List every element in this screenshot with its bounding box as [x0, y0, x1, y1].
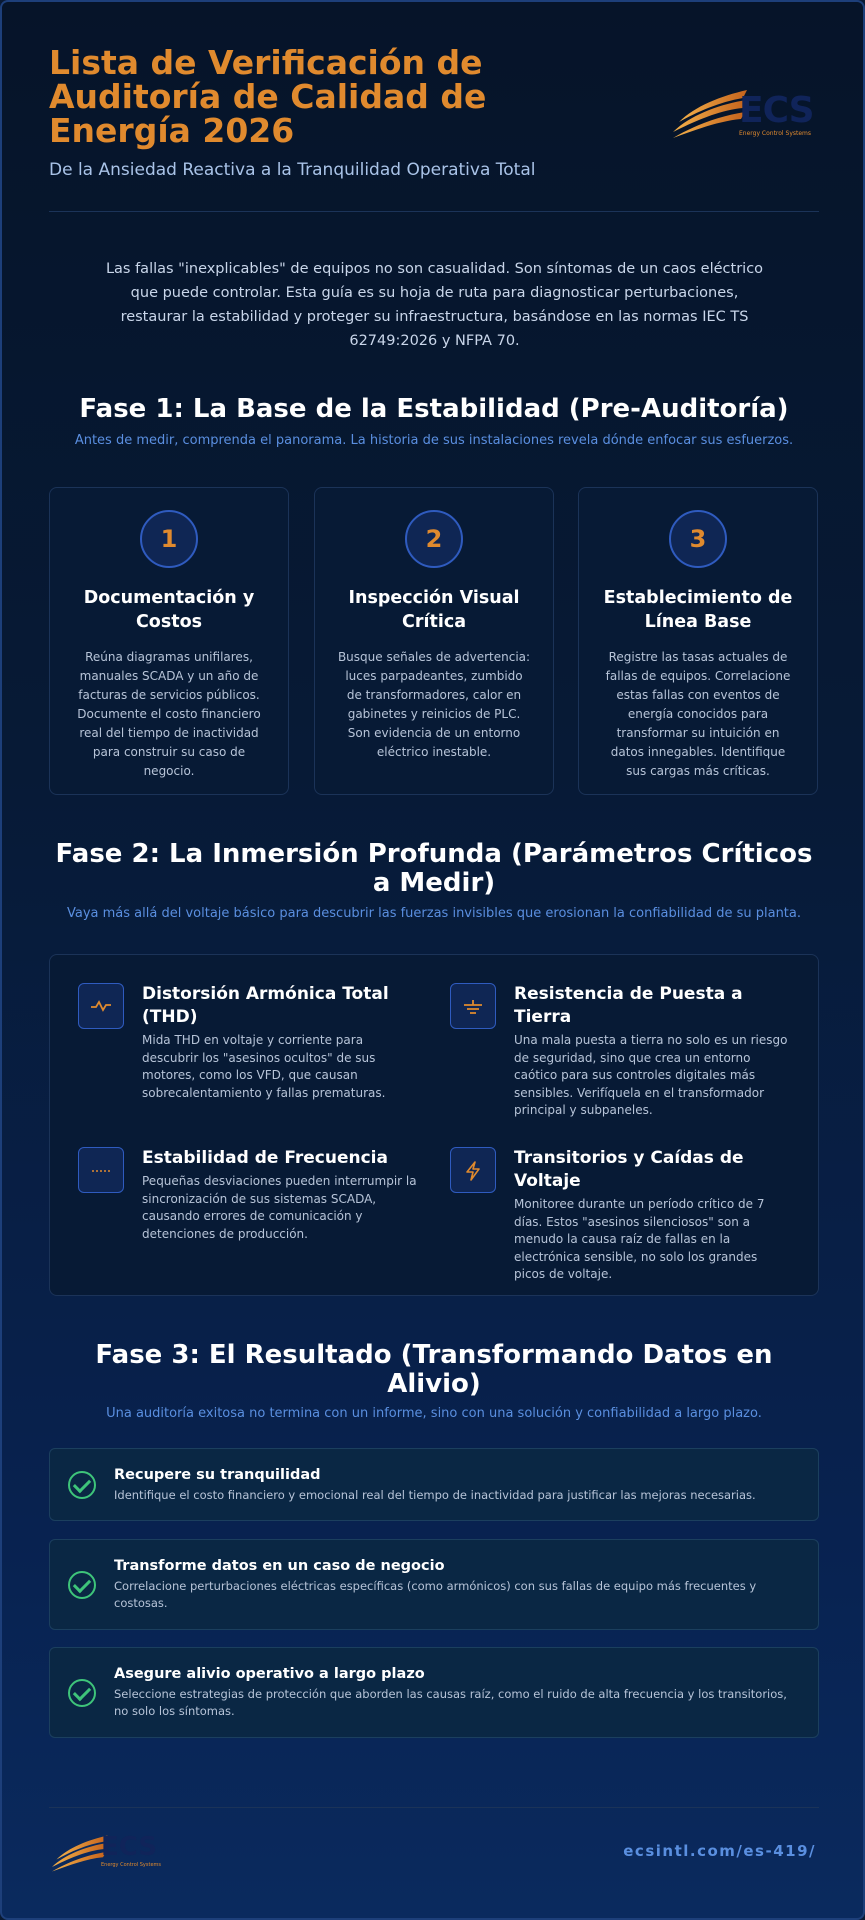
footer-divider [49, 1807, 819, 1808]
step-number: 2 [405, 510, 463, 568]
phase1-subtitle: Antes de medir, comprenda el panorama. La historia de sus instalaciones revela dónde enfocar sus esfuerzos. [74, 433, 794, 448]
param-transients [450, 1147, 790, 1284]
param-title: Transitorios y Caídas de Voltaje [514, 1148, 744, 1191]
result-item-2 [49, 1539, 819, 1630]
lightning-icon [450, 1147, 496, 1193]
frequency-icon [78, 1147, 124, 1193]
footer-url-link[interactable]: ecsintl.com/es-419/ [623, 1842, 816, 1860]
result-body: Seleccione estrategias de protección que aborden las causas raíz, como el ruido de alta frecuencia y los transitorios, no solo los síntomas. [114, 1687, 787, 1718]
checkmark-icon [68, 1571, 96, 1599]
result-item-1 [49, 1448, 819, 1521]
card-title: Inspección Visual Crítica [348, 588, 520, 632]
result-item-3 [49, 1647, 819, 1738]
param-body: Monitoree durante un período crítico de 7 días. Estos "asesinos silenciosos" son a menudo la causa raíz de fallas en la electrónica sensible, no solo los grandes picos de voltaje. [514, 1197, 765, 1281]
phase1-card-3 [578, 487, 818, 795]
param-thd [78, 983, 418, 1102]
parameters-panel [49, 954, 819, 1296]
param-body: Mida THD en voltaje y corriente para descubrir los "asesinos ocultos" de sus motores, como los VFD, que causan sobrecalentamiento y fallas prematuras. [142, 1033, 386, 1100]
intro-text: Las fallas "inexplicables" de equipos no son casualidad. Son síntomas de un caos eléctrico que puede controlar. Esta guía es su hoja de ruta para diagnosticar perturbaciones, restaurar la estabilidad y proteger su infraestructura, basándose en las normas IEC TS 62749:2026 y NFPA 70. [105, 261, 764, 349]
param-grounding [450, 983, 790, 1120]
phase1-card-2 [314, 487, 554, 795]
header [49, 43, 819, 216]
param-title: Estabilidad de Frecuencia [142, 1148, 388, 1168]
card-body: Reúna diagramas unifilares, manuales SCADA y un año de facturas de servicios públicos. Documente el costo financiero real del tiempo de inactividad para construir su caso de negocio. [77, 650, 261, 778]
phase2-subtitle: Vaya más allá del voltaje básico para descubrir las fuerzas invisibles que erosionan la confiabilidad de su planta. [67, 906, 801, 921]
param-body: Una mala puesta a tierra no solo es un riesgo de seguridad, sino que crea un entorno caótico para sus controles digitales más sensibles. Verifíquela en el transformador principal y subpaneles. [514, 1033, 788, 1117]
param-frequency [78, 1147, 418, 1243]
result-body: Correlacione perturbaciones eléctricas específicas (como armónicos) con sus fallas de equipo más frecuentes y costosas. [114, 1579, 757, 1610]
footer-logo-subtext: Energy Control Systems [101, 1862, 162, 1868]
phase2-title: Fase 2: La Inmersión Profunda (Parámetros Críticos a Medir) [55, 839, 813, 898]
phase1-title: Fase 1: La Base de la Estabilidad (Pre-Auditoría) [79, 394, 789, 424]
step-number: 1 [140, 510, 198, 568]
page-subtitle: De la Ansiedad Reactiva a la Tranquilidad Operativa Total [49, 160, 536, 180]
card-body: Busque señales de advertencia: luces parpadeantes, zumbido de transformadores, calor en gabinetes y reinicios de PLC. Son evidencia de un entorno eléctrico inestable. [337, 650, 531, 759]
phase3-subtitle: Una auditoría exitosa no termina con un informe, sino con una solución y confiabilidad a largo plazo. [106, 1406, 762, 1421]
footer-logo-text: ECS [101, 1832, 158, 1862]
param-title: Distorsión Armónica Total (THD) [142, 984, 389, 1027]
logo-text: ECS [739, 90, 814, 131]
divider [49, 211, 819, 212]
step-number: 3 [669, 510, 727, 568]
waveform-icon [78, 983, 124, 1029]
logo-subtext: Energy Control Systems [739, 130, 812, 137]
ecs-logo [669, 86, 819, 146]
ground-icon [450, 983, 496, 1029]
checkmark-icon [68, 1471, 96, 1499]
phase3-title: Fase 3: El Resultado (Transformando Datos en Alivio) [95, 1340, 773, 1399]
param-body: Pequeñas desviaciones pueden interrumpir la sincronización de sus sistemas SCADA, causando errores de comunicación y detenciones de producción. [142, 1174, 417, 1241]
footer-logo [49, 1832, 179, 1874]
result-title: Asegure alivio operativo a largo plazo [114, 1666, 425, 1682]
page-title: Lista de Verificación de Auditoría de Calidad de Energía 2026 [49, 43, 487, 150]
card-title: Establecimiento de Línea Base [603, 588, 793, 632]
swoosh-logo-icon [49, 1832, 109, 1872]
param-title: Resistencia de Puesta a Tierra [514, 984, 743, 1027]
phase1-card-1 [49, 487, 289, 795]
result-title: Recupere su tranquilidad [114, 1467, 321, 1483]
swoosh-logo-icon [669, 86, 749, 138]
result-title: Transforme datos en un caso de negocio [114, 1558, 445, 1574]
card-title: Documentación y Costos [83, 588, 255, 632]
result-body: Identifique el costo financiero y emocional real del tiempo de inactividad para justificar las mejoras necesarias. [114, 1488, 756, 1502]
card-body: Registre las tasas actuales de fallas de equipos. Correlacione estas fallas con eventos de energía conocidos para transformar su intuición en datos innegables. Identifique sus cargas más críticas. [605, 650, 791, 778]
checkmark-icon [68, 1679, 96, 1707]
